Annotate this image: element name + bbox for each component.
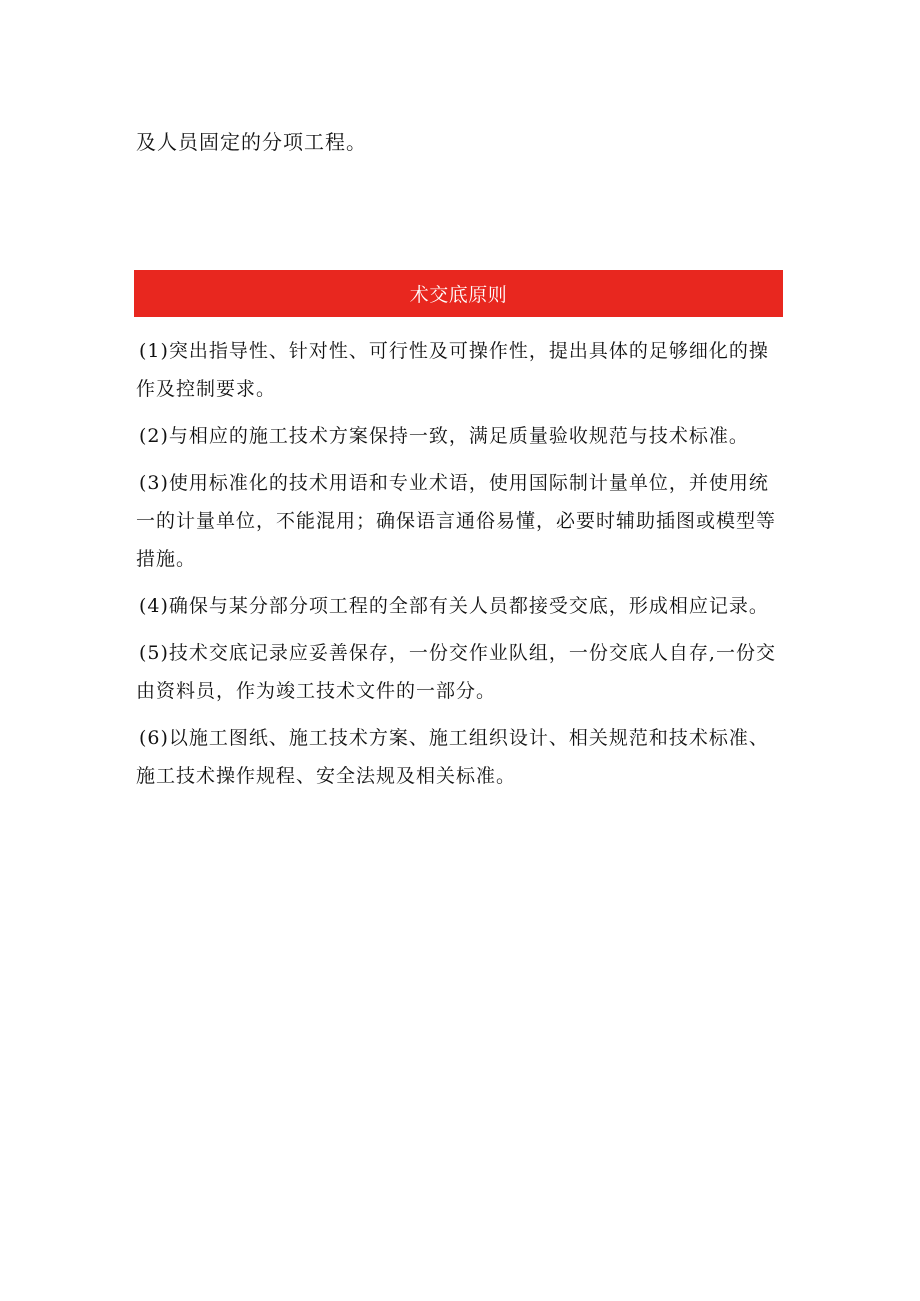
section-banner <box>134 270 783 317</box>
principle-item-3: (3)使用标准化的技术用语和专业术语，使用国际制计量单位，并使用统一的计量单位，不能混用；确保语言通俗易懂，必要时辅助插图或模型等措施。 <box>136 472 777 570</box>
principle-item-4: (4)确保与某分部分项工程的全部有关人员都接受交底，形成相应记录。 <box>139 595 769 617</box>
principle-item-5: (5)技术交底记录应妥善保存，一份交作业队组，一份交底人自存,一份交由资料员，作为竣工技术文件的一部分。 <box>136 642 776 702</box>
principle-item-1: (1)突出指导性、针对性、可行性及可操作性，提出具体的足够细化的操作及控制要求。 <box>136 340 769 400</box>
section-title: 术交底原则 <box>409 284 508 306</box>
principle-item-2: (2)与相应的施工技术方案保持一致，满足质量验收规范与技术标准。 <box>139 425 749 447</box>
principle-item-6: (6)以施工图纸、施工技术方案、施工组织设计、相关规范和技术标准、施工技术操作规程、安全法规及相关标准。 <box>136 727 769 787</box>
intro-paragraph: 及人员固定的分项工程。 <box>136 130 367 154</box>
principles-list <box>136 332 786 804</box>
